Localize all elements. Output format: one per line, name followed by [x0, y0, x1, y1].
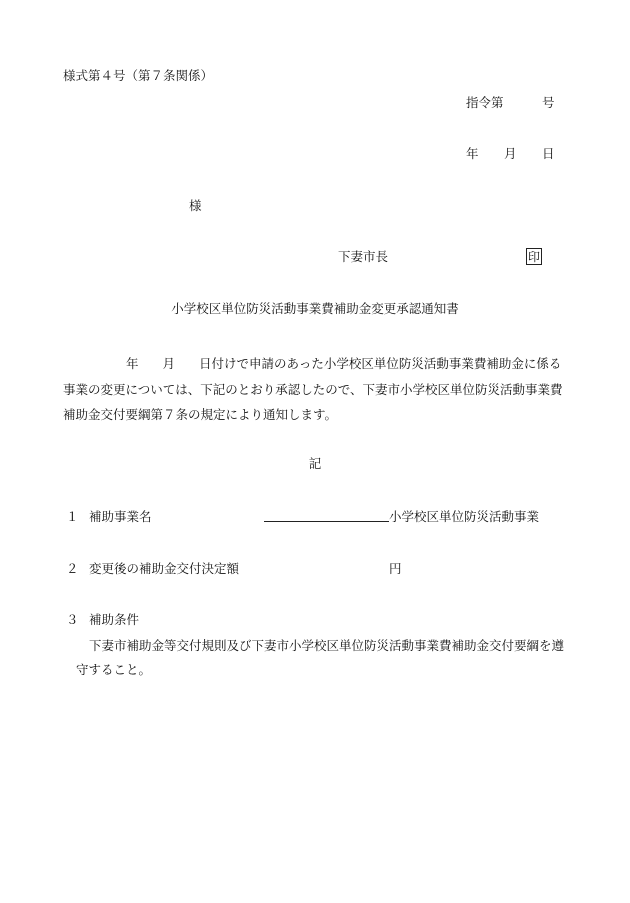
item-label: 補助事業名: [89, 509, 152, 524]
item-number: ２: [66, 561, 79, 576]
seal-mark: 印: [528, 250, 541, 264]
body-paragraph: [63, 351, 583, 428]
item-number: １: [66, 509, 79, 524]
document-title: 小学校区単位防災活動事業費補助金変更承認通知書: [171, 301, 459, 316]
condition-text-line-1: 下妻市補助金等交付規則及び下妻市小学校区単位防災活動事業費補助金交付要綱を遵: [89, 638, 565, 653]
item-label: 変更後の補助金交付決定額: [89, 561, 240, 576]
form-number: 様式第４号（第７条関係）: [63, 68, 214, 83]
item-label: 補助条件: [89, 612, 140, 627]
addressee-suffix: 様: [189, 198, 202, 213]
issuer-name: 下妻市長: [338, 249, 389, 264]
body-line-1: [63, 351, 583, 377]
body-year: 年: [126, 356, 139, 371]
body-line-2: 事業の変更については、下記のとおり承認したので、下妻市小学校区単位防災活動事業費: [63, 381, 563, 397]
date-day: 日: [542, 146, 555, 161]
date-month: 月: [504, 146, 517, 161]
item-number: ３: [66, 612, 79, 627]
directive-prefix: 指令第: [466, 95, 504, 110]
directive-suffix: 号: [542, 95, 555, 110]
body-month: 月: [162, 356, 176, 371]
amount-unit: 円: [389, 561, 402, 576]
condition-text-line-2: 守すること。: [76, 662, 152, 677]
body-line-1-rest: 日付けで申請のあった小学校区単位防災活動事業費補助金に係る: [199, 356, 562, 371]
blank-underline: [264, 510, 389, 522]
ki-heading: 記: [308, 456, 322, 471]
item-value: 小学校区単位防災活動事業: [389, 509, 540, 524]
body-line-3: 補助金交付要綱第７条の規定により通知します。: [63, 407, 338, 422]
date-year: 年: [466, 146, 479, 161]
